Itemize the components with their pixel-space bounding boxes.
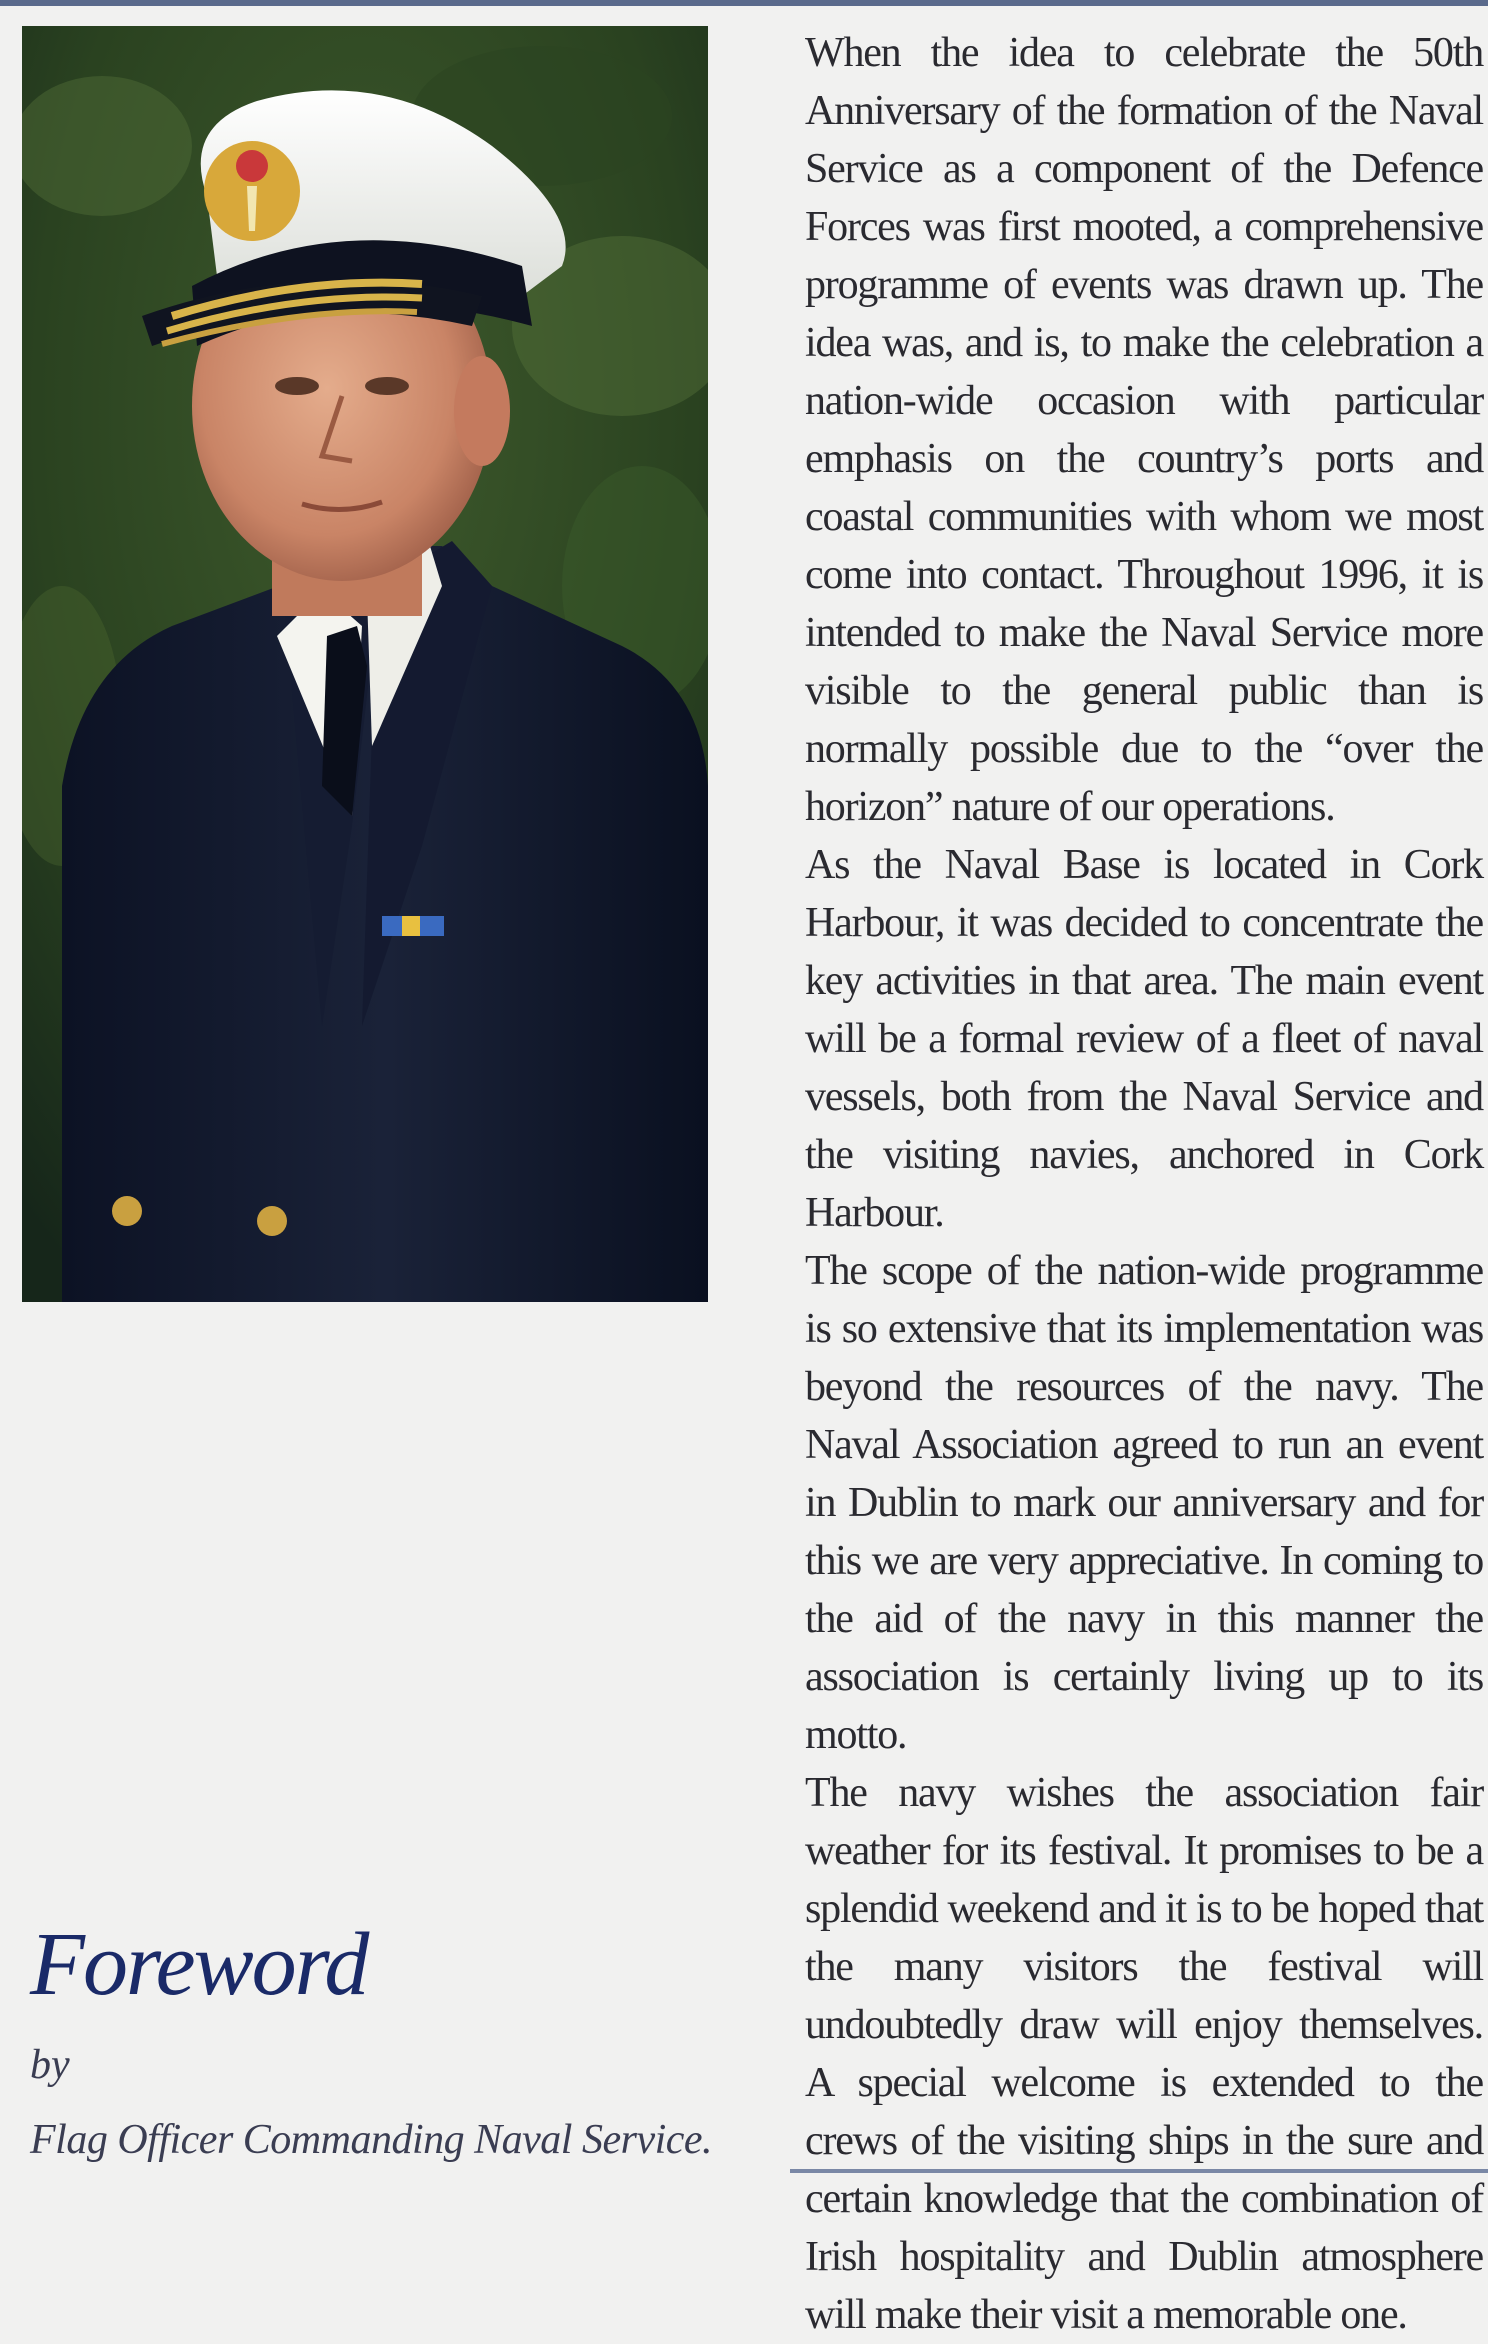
top-rule: [0, 0, 1488, 6]
foreword-paragraph-2: As the Naval Base is located in Cork Harbour, it was decided to concentrate the key activities in that area. The main event will be a formal review of a fleet of naval vessels, both from the Naval Service and the visiting navies, anchored in Cork Harbour.: [805, 842, 1483, 1236]
foreword-paragraph-1: When the idea to celebrate the 50th Anniversary of the formation of the Naval Service as a component of the Defence Forces was first mooted, a comprehensive programme of events was drawn up. The idea was, and is, to make the celebration a nation-wide occasion with particular emphasis on the country’s ports and coastal communities with whom we most come into contact. Throughout 1996, it is intended to make the Naval Service more visible to the general public than is normally possible due to the “over the horizon” nature of our operations.: [805, 30, 1483, 830]
foreword-paragraph-3: The scope of the nation-wide programme is so extensive that its implementation was beyond the resources of the navy. The Naval Association agreed to run an event in Dublin to mark our anniversary and for this we are very appreciative. In coming to the aid of the navy in this manner the association is certainly living up to its motto.: [805, 1248, 1483, 1758]
byline-by: by: [30, 2042, 70, 2088]
officer-portrait-photo: [22, 26, 708, 1302]
foreword-paragraph-4: The navy wishes the association fair weather for its festival. It promises to be a splendid weekend and it is to be hoped that the many visitors the festival will undoubtedly draw will enjoy themselves. A special welcome is extended to the crews of the visiting ships in the sure and certain knowledge that the combination of Irish hospitality and Dublin atmosphere will make their visit a memorable one.: [805, 1770, 1483, 2338]
bottom-rule: [790, 2169, 1488, 2173]
author-title: Flag Officer Commanding Naval Service.: [30, 2117, 713, 2163]
foreword-body-text: [805, 24, 1483, 2344]
foreword-heading: Foreword: [30, 1915, 368, 2014]
